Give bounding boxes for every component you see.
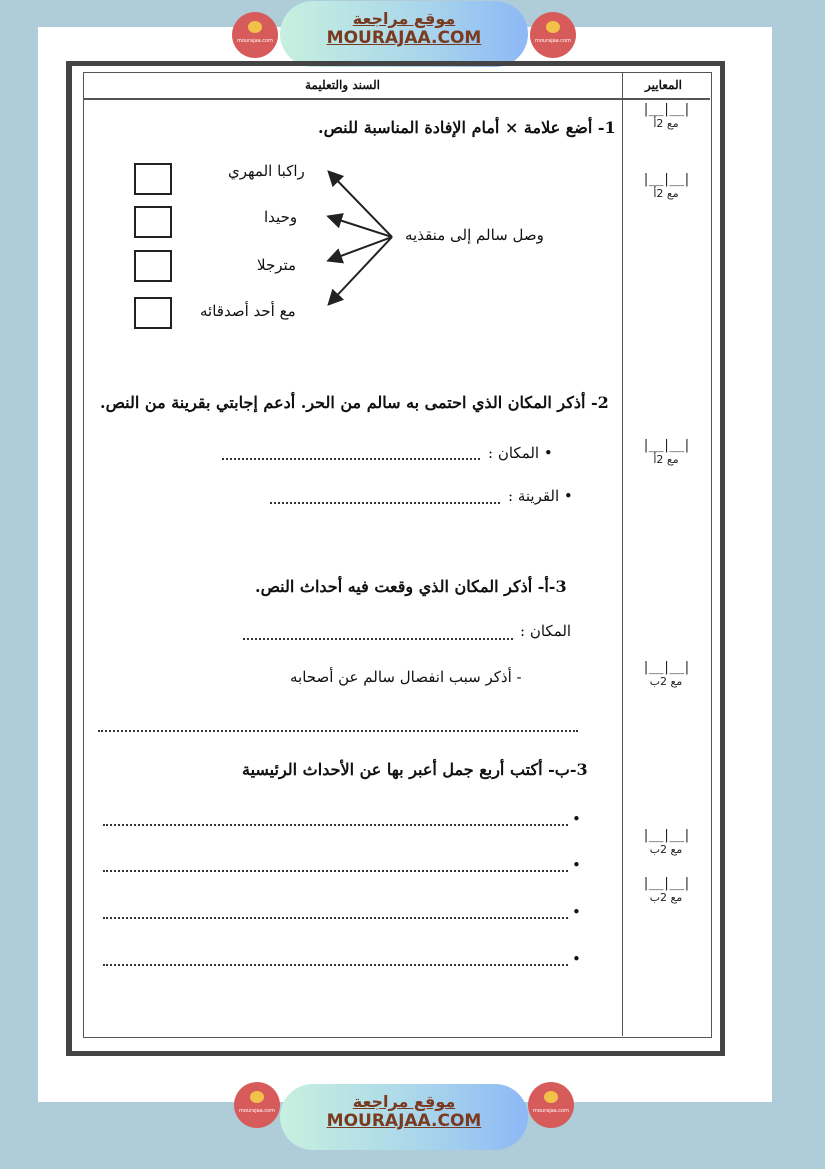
site-logo-left-bottom — [234, 1082, 280, 1128]
score-boxes[interactable]: |__|__| — [642, 438, 690, 453]
site-banner-bottom[interactable] — [280, 1084, 528, 1150]
criteria-label: مع 2أ — [653, 117, 679, 130]
score-boxes[interactable]: |__|__| — [642, 876, 690, 891]
q3b-bullet: • — [572, 903, 581, 921]
q2-place-answer-line[interactable] — [222, 458, 480, 460]
q1-stem: وصل سالم إلى منقذيه — [405, 226, 544, 244]
logo-text: mourajaa.com — [238, 1108, 275, 1114]
checkbox-option-3[interactable] — [134, 250, 172, 282]
q3b-title: 3-ب- أكتب أربع جمل أعبر بها عن الأحداث الرئيسية — [242, 760, 588, 779]
criteria-label: مع 2ب — [649, 891, 683, 904]
logo-text: mourajaa.com — [532, 1108, 569, 1114]
q3a-title: 3-أ- أذكر المكان الذي وقعت فيه أحداث النص. — [255, 577, 567, 596]
q2-evidence-answer-line[interactable] — [270, 502, 500, 504]
logo-text: mourajaa.com — [236, 38, 273, 44]
checkbox-option-1[interactable] — [134, 163, 172, 195]
criteria-mark — [628, 876, 704, 904]
site-logo-left — [232, 12, 278, 58]
q1-option: مترجلا — [257, 256, 297, 274]
q3b-answer-line[interactable] — [103, 824, 568, 826]
score-boxes[interactable]: |__|__| — [642, 102, 690, 117]
score-boxes[interactable]: |__|__| — [642, 828, 690, 843]
criteria-mark — [628, 172, 704, 200]
score-boxes[interactable]: |__|__| — [642, 660, 690, 675]
q2-title: 2- أذكر المكان الذي احتمى به سالم من الحر. أدعم إجابتي بقرينة من النص. — [100, 393, 609, 412]
banner-site[interactable]: MOURAJAA.COM — [326, 28, 482, 48]
header-divider — [83, 98, 710, 100]
criteria-label: مع 2ب — [649, 843, 683, 856]
q1-option: مع أحد أصدقائه — [200, 302, 296, 320]
q3a-reason-answer-line[interactable] — [98, 730, 578, 732]
site-banner-top[interactable] — [280, 1, 528, 67]
q3a-place-label: المكان : — [520, 622, 572, 640]
checkbox-option-4[interactable] — [134, 297, 172, 329]
banner-arabic: موقع مراجعة — [352, 1092, 456, 1111]
q1-title: 1- أضع علامة × أمام الإفادة المناسبة للنص. — [318, 118, 616, 137]
criteria-mark — [628, 660, 704, 688]
q2-place-label: • المكان : — [488, 444, 553, 462]
criteria-mark — [628, 828, 704, 856]
criteria-mark — [628, 102, 704, 130]
criteria-header: المعايير — [645, 78, 682, 92]
q3b-bullet: • — [572, 856, 581, 874]
criteria-mark — [628, 438, 704, 466]
q3a-place-answer-line[interactable] — [243, 638, 513, 640]
criteria-label: مع 2أ — [653, 453, 679, 466]
arrows-diagram — [320, 165, 400, 310]
banner-arabic: موقع مراجعة — [352, 9, 456, 28]
logo-text: mourajaa.com — [534, 38, 571, 44]
q3b-bullet: • — [572, 950, 581, 968]
q3b-answer-line[interactable] — [103, 964, 568, 966]
q2-evidence-label: • القرينة : — [508, 487, 573, 505]
criteria-divider — [622, 72, 623, 1036]
site-logo-right-bottom — [528, 1082, 574, 1128]
checkbox-option-2[interactable] — [134, 206, 172, 238]
q3b-bullet: • — [572, 810, 581, 828]
q3b-answer-line[interactable] — [103, 870, 568, 872]
content-header: السند والتعليمة — [305, 78, 380, 92]
q3a-reason: - أذكر سبب انفصال سالم عن أصحابه — [290, 668, 522, 686]
score-boxes[interactable]: |__|__| — [642, 172, 690, 187]
q3b-answer-line[interactable] — [103, 917, 568, 919]
site-logo-right — [530, 12, 576, 58]
criteria-label: مع 2أ — [653, 187, 679, 200]
criteria-label: مع 2ب — [649, 675, 683, 688]
q1-option: راكبا المهري — [228, 162, 305, 180]
q1-option: وحيدا — [264, 208, 298, 226]
banner-site[interactable]: MOURAJAA.COM — [326, 1111, 482, 1131]
